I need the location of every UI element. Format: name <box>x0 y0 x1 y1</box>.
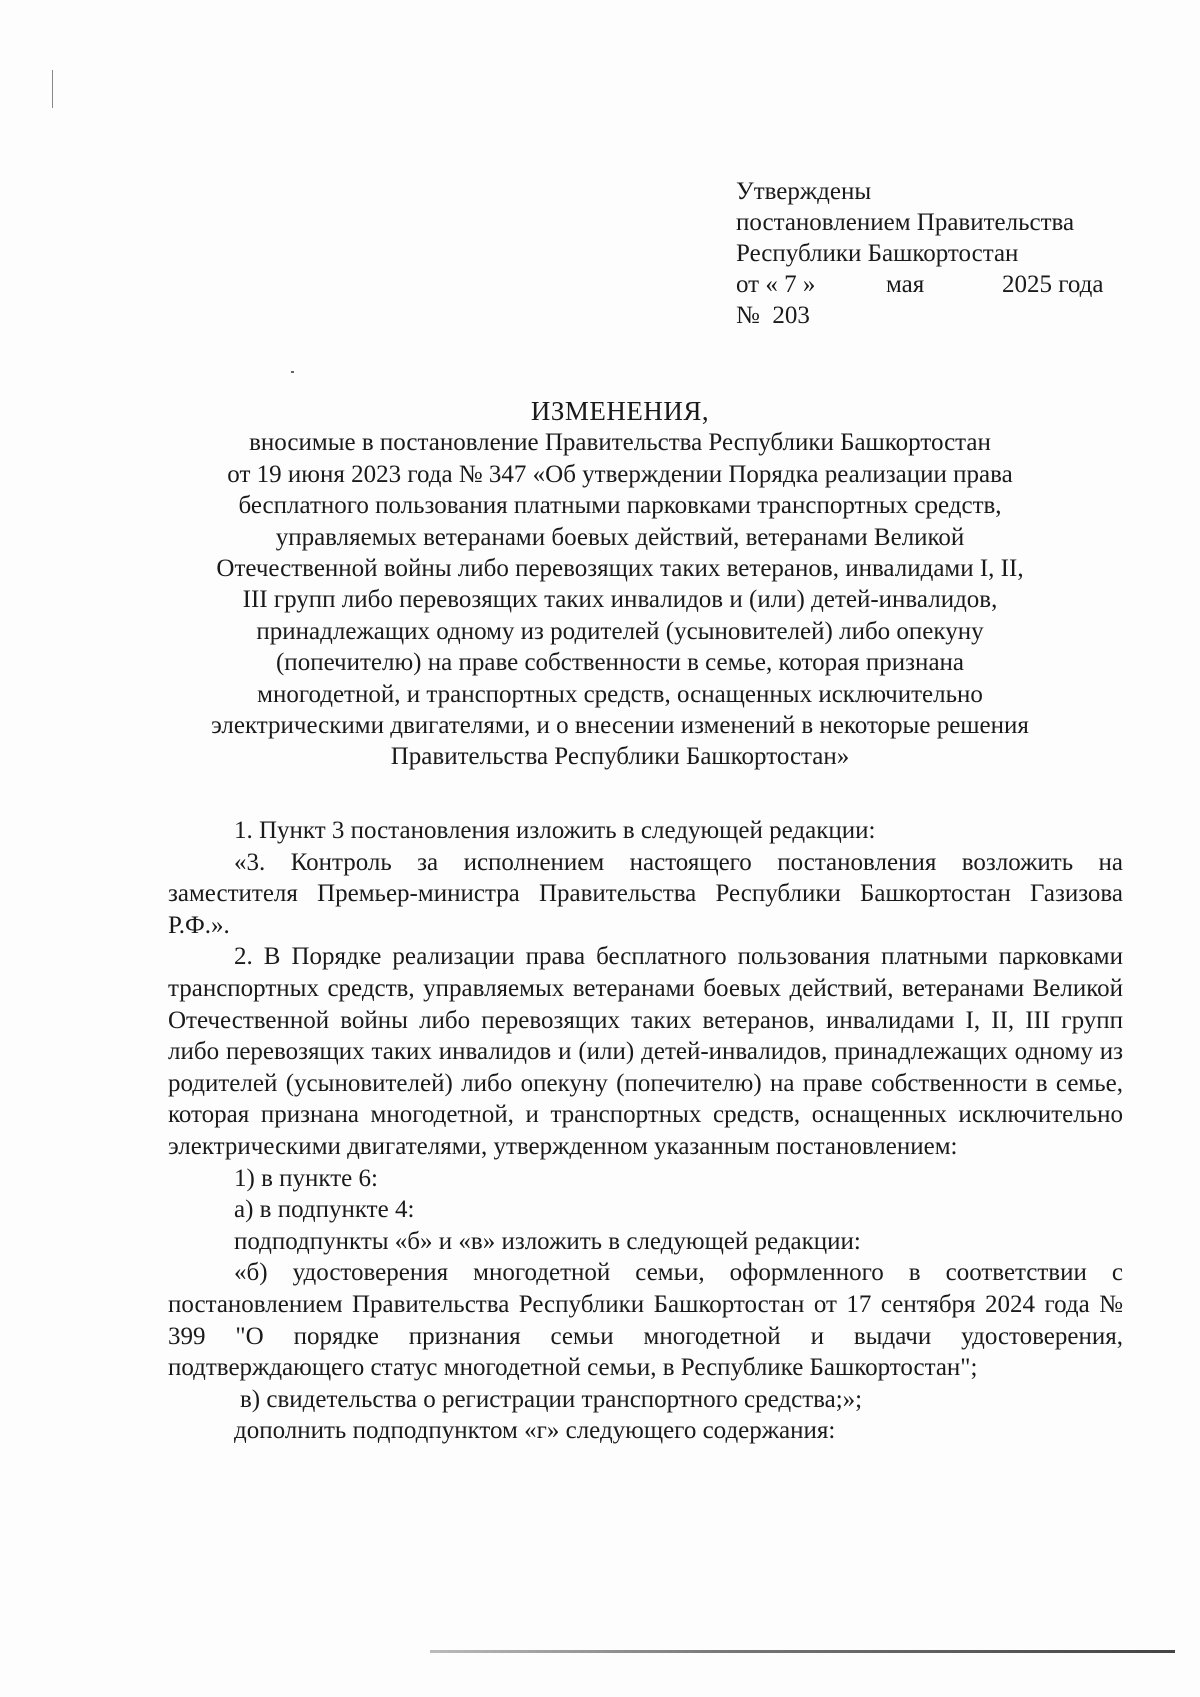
paragraph-2: «3. Контроль за исполнением настоящего постановления возложить на заместителя Премьер-министра Правительства Республики Башкортостан Газизова Р.Ф.». <box>168 848 1123 939</box>
paragraph-4: 1) в пункте 6: <box>234 1164 378 1192</box>
paragraph-1: 1. Пункт 3 постановления изложить в следующей редакции: <box>234 817 876 844</box>
title-line: Правительства Республики Башкортостан» <box>390 743 850 771</box>
approval-date-month: мая <box>886 271 925 298</box>
paragraph-3: 2. В Порядке реализации права бесплатного пользования платными парковками транспортных средств, управляемых ветеранами боевых действий, ветеранами Великой Отечественной войны либо перевозящих таких ветеранов, инвалидами I, II, III групп либо перевозящих таких инвалидов и (или) детей-инвалидов, принадлежащих одному из родителей (усыновителей) либо опекуну (попечителю) на праве собственности в семье, которая признана многодетной, и транспортных средств, оснащенных исключительно электрическими двигателями, утвержденном указанным постановлением: <box>168 943 1123 1160</box>
approval-line-2: постановлением Правительства <box>736 209 1075 236</box>
approval-line-1: Утверждены <box>736 178 872 205</box>
paragraph-5: а) в подпункте 4: <box>234 1196 415 1224</box>
title-line: многодетной, и транспортных средств, оснащенных исключительно <box>257 680 983 708</box>
paragraph-6: подподпункты «б» и «в» изложить в следующей редакции: <box>234 1227 861 1255</box>
title-line: электрическими двигателями, и о внесении изменений в некоторые решения <box>211 712 1029 740</box>
approval-block <box>736 176 1136 331</box>
scan-mark-left <box>52 70 53 108</box>
approval-date <box>736 269 1136 300</box>
title-line: принадлежащих одному из родителей (усыновителей) либо опекуну <box>256 617 984 645</box>
title-line: (попечителю) на праве собственности в семье, которая признана <box>275 649 965 677</box>
document-title <box>150 396 1090 773</box>
approval-line-3: Республики Башкортостан <box>736 240 1019 267</box>
approval-number-value: 203 <box>772 302 810 329</box>
title-line: III групп либо перевозящих таких инвалидов и (или) детей-инвалидов, <box>242 586 998 614</box>
title-heading: ИЗМЕНЕНИЯ, <box>530 396 710 426</box>
approval-number <box>736 300 1136 331</box>
paragraph-8: в) свидетельства о регистрации транспортного средства;»; <box>240 1385 863 1413</box>
title-line: бесплатного пользования платными парковками транспортных средств, <box>238 492 1002 520</box>
title-line: от 19 июня 2023 года № 347 «Об утверждении Порядка реализации права <box>227 460 1013 488</box>
title-line: вносимые в постановление Правительства Республики Башкортостан <box>249 429 991 457</box>
approval-date-day: от « 7 » <box>736 271 816 298</box>
bottom-scan-rule <box>430 1650 1175 1653</box>
title-line: управляемых ветеранами боевых действий, ветеранами Великой <box>275 523 965 551</box>
scan-dot <box>291 371 294 373</box>
paragraph-9: дополнить подподпунктом «г» следующего содержания: <box>234 1417 836 1445</box>
approval-date-year: 2025 года <box>1002 271 1104 298</box>
title-line: Отечественной войны либо перевозящих таких ветеранов, инвалидами I, II, <box>216 555 1024 583</box>
paragraph-7: «б) удостоверения многодетной семьи, оформленного в соответствии с постановлением Правительства Республики Башкортостан от 17 сентября 2024 года № 399 "О порядке признания семьи многодетной и выдачи удостоверения, подтверждающего статус многодетной семьи, в Республике Башкортостан"; <box>168 1259 1123 1382</box>
approval-number-label: № <box>736 302 760 329</box>
document-body <box>168 815 1123 1447</box>
